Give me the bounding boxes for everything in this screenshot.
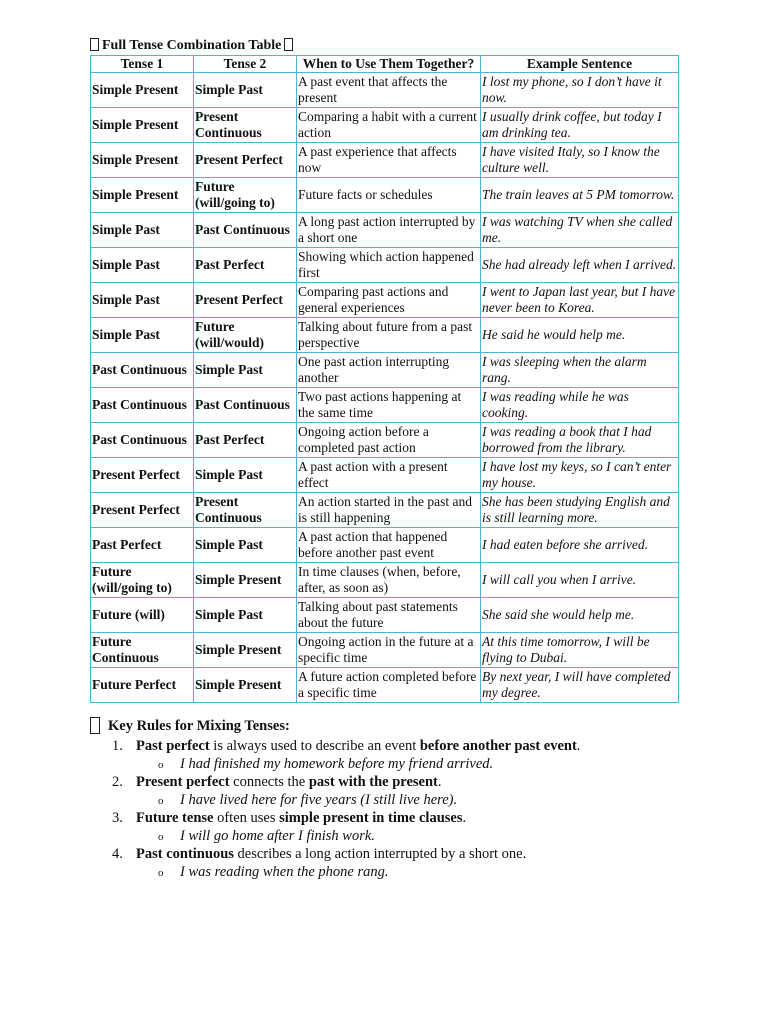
cell-tense-2: Simple Present [194, 563, 297, 598]
cell-when-to-use: Comparing a habit with a current action [297, 108, 481, 143]
cell-example-sentence: At this time tomorrow, I will be flying to Dubai. [481, 633, 679, 668]
rule-end: . [437, 774, 442, 790]
table-row [91, 563, 679, 598]
rule-text: is always used to describe an event [209, 738, 420, 754]
missing-glyph-icon [284, 38, 293, 51]
rule-example [158, 791, 457, 810]
header-example-sentence: Example Sentence [481, 56, 679, 73]
table-row [91, 73, 679, 108]
cell-when-to-use: Talking about future from a past perspective [297, 318, 481, 353]
rule-example-text: I had finished my homework before my friend arrived. [180, 756, 494, 772]
rule-number: 4. [112, 846, 123, 862]
cell-tense-2: Simple Present [194, 668, 297, 703]
table-row [91, 178, 679, 213]
rule-example-text: I will go home after I finish work. [180, 828, 375, 844]
cell-when-to-use: In time clauses (when, before, after, as soon as) [297, 563, 481, 598]
rule-example-text: I have lived here for five years (I still live here). [180, 792, 458, 808]
cell-example-sentence: I was reading while he was cooking. [481, 388, 679, 423]
table-body [91, 73, 679, 703]
cell-tense-1: Simple Present [91, 73, 194, 108]
cell-example-sentence: By next year, I will have completed my degree. [481, 668, 679, 703]
table-row [91, 213, 679, 248]
rule-emphasis: simple present in time clauses [279, 810, 463, 826]
title-text: Full Tense Combination Table [102, 38, 282, 53]
cell-tense-1: Simple Past [91, 283, 194, 318]
cell-tense-2: Past Continuous [194, 388, 297, 423]
cell-example-sentence: I will call you when I arrive. [481, 563, 679, 598]
cell-tense-2: Future (will/going to) [194, 178, 297, 213]
cell-when-to-use: A future action completed before a specific time [297, 668, 481, 703]
cell-tense-2: Present Continuous [194, 493, 297, 528]
cell-example-sentence: He said he would help me. [481, 318, 679, 353]
table-row [91, 598, 679, 633]
table-row [91, 248, 679, 283]
rule-end: . [462, 810, 467, 826]
cell-tense-2: Simple Past [194, 73, 297, 108]
table-row [91, 143, 679, 178]
rule-number: 3. [112, 810, 123, 826]
cell-when-to-use: A past experience that affects now [297, 143, 481, 178]
cell-tense-2: Future (will/would) [194, 318, 297, 353]
missing-glyph-icon [90, 717, 100, 734]
cell-tense-2: Present Continuous [194, 108, 297, 143]
cell-example-sentence: I was sleeping when the alarm rang. [481, 353, 679, 388]
cell-tense-1: Past Continuous [91, 388, 194, 423]
header-tense-1: Tense 1 [91, 56, 194, 73]
cell-tense-1: Present Perfect [91, 458, 194, 493]
rule-example [158, 863, 389, 882]
cell-tense-2: Simple Past [194, 353, 297, 388]
missing-glyph-icon [90, 38, 99, 51]
cell-tense-1: Future (will) [91, 598, 194, 633]
rules-heading-text: Key Rules for Mixing Tenses: [108, 718, 290, 734]
cell-tense-1: Past Continuous [91, 423, 194, 458]
cell-when-to-use: Future facts or schedules [297, 178, 481, 213]
table-row [91, 318, 679, 353]
bullet-icon: o [158, 831, 164, 843]
cell-tense-1: Simple Past [91, 318, 194, 353]
cell-tense-2: Past Continuous [194, 213, 297, 248]
cell-example-sentence: She has been studying English and is still learning more. [481, 493, 679, 528]
cell-when-to-use: Talking about past statements about the future [297, 598, 481, 633]
rule-term: Past perfect [136, 738, 210, 754]
cell-when-to-use: A long past action interrupted by a short one [297, 213, 481, 248]
table-row [91, 388, 679, 423]
cell-when-to-use: An action started in the past and is still happening [297, 493, 481, 528]
cell-tense-2: Present Perfect [194, 283, 297, 318]
cell-tense-2: Simple Present [194, 633, 297, 668]
table-row [91, 423, 679, 458]
cell-tense-1: Future Perfect [91, 668, 194, 703]
rule-example [158, 755, 493, 774]
rule-emphasis: before another past event [419, 738, 577, 754]
cell-tense-1: Simple Past [91, 248, 194, 283]
table-row [91, 353, 679, 388]
bullet-icon: o [158, 759, 164, 771]
cell-example-sentence: I had eaten before she arrived. [481, 528, 679, 563]
rule-item [112, 773, 442, 791]
cell-example-sentence: I have visited Italy, so I know the culture well. [481, 143, 679, 178]
cell-when-to-use: Two past actions happening at the same time [297, 388, 481, 423]
cell-tense-1: Simple Past [91, 213, 194, 248]
header-when-to-use: When to Use Them Together? [297, 56, 481, 73]
cell-tense-1: Simple Present [91, 108, 194, 143]
cell-tense-2: Simple Past [194, 458, 297, 493]
cell-when-to-use: Showing which action happened first [297, 248, 481, 283]
rule-example [158, 827, 375, 846]
header-tense-2: Tense 2 [194, 56, 297, 73]
rule-number: 1. [112, 738, 123, 754]
cell-when-to-use: Ongoing action in the future at a specific time [297, 633, 481, 668]
cell-tense-2: Past Perfect [194, 248, 297, 283]
cell-tense-1: Simple Present [91, 143, 194, 178]
cell-when-to-use: A past action with a present effect [297, 458, 481, 493]
cell-tense-1: Past Perfect [91, 528, 194, 563]
cell-example-sentence: I went to Japan last year, but I have never been to Korea. [481, 283, 679, 318]
rule-term: Future tense [136, 810, 214, 826]
rule-end: . [576, 738, 581, 754]
cell-tense-2: Simple Past [194, 598, 297, 633]
bullet-icon: o [158, 795, 164, 807]
cell-tense-1: Future Continuous [91, 633, 194, 668]
cell-tense-2: Present Perfect [194, 143, 297, 178]
cell-example-sentence: She said she would help me. [481, 598, 679, 633]
cell-tense-1: Future (will/going to) [91, 563, 194, 598]
table-row [91, 633, 679, 668]
cell-when-to-use: A past event that affects the present [297, 73, 481, 108]
table-row [91, 108, 679, 143]
cell-tense-2: Past Perfect [194, 423, 297, 458]
rule-emphasis: past with the present [308, 774, 438, 790]
cell-example-sentence: I was reading a book that I had borrowed from the library. [481, 423, 679, 458]
table-header-row [91, 56, 679, 73]
table-row [91, 283, 679, 318]
table-row [91, 528, 679, 563]
cell-when-to-use: One past action interrupting another [297, 353, 481, 388]
cell-tense-1: Past Continuous [91, 353, 194, 388]
cell-tense-2: Simple Past [194, 528, 297, 563]
rule-item [112, 809, 466, 827]
rule-item [112, 845, 526, 863]
cell-when-to-use: Ongoing action before a completed past action [297, 423, 481, 458]
cell-example-sentence: I lost my phone, so I don’t have it now. [481, 73, 679, 108]
rule-example-text: I was reading when the phone rang. [180, 864, 389, 880]
rules-heading [90, 716, 290, 736]
rule-text: describes a long action interrupted by a short one. [233, 846, 527, 862]
cell-when-to-use: Comparing past actions and general experiences [297, 283, 481, 318]
cell-example-sentence: I was watching TV when she called me. [481, 213, 679, 248]
cell-example-sentence: The train leaves at 5 PM tomorrow. [481, 178, 679, 213]
rule-text: often uses [213, 810, 280, 826]
cell-tense-1: Present Perfect [91, 493, 194, 528]
table-row [91, 493, 679, 528]
cell-example-sentence: I usually drink coffee, but today I am drinking tea. [481, 108, 679, 143]
cell-example-sentence: She had already left when I arrived. [481, 248, 679, 283]
page-title [90, 37, 293, 55]
table-row [91, 668, 679, 703]
table-row [91, 458, 679, 493]
rule-item [112, 737, 580, 755]
rule-term: Present perfect [136, 774, 230, 790]
cell-example-sentence: I have lost my keys, so I can’t enter my house. [481, 458, 679, 493]
rule-number: 2. [112, 774, 123, 790]
rule-text: connects the [229, 774, 309, 790]
bullet-icon: o [158, 867, 164, 879]
cell-when-to-use: A past action that happened before another past event [297, 528, 481, 563]
cell-tense-1: Simple Present [91, 178, 194, 213]
rule-term: Past continuous [136, 846, 234, 862]
tense-combination-table [90, 55, 679, 703]
